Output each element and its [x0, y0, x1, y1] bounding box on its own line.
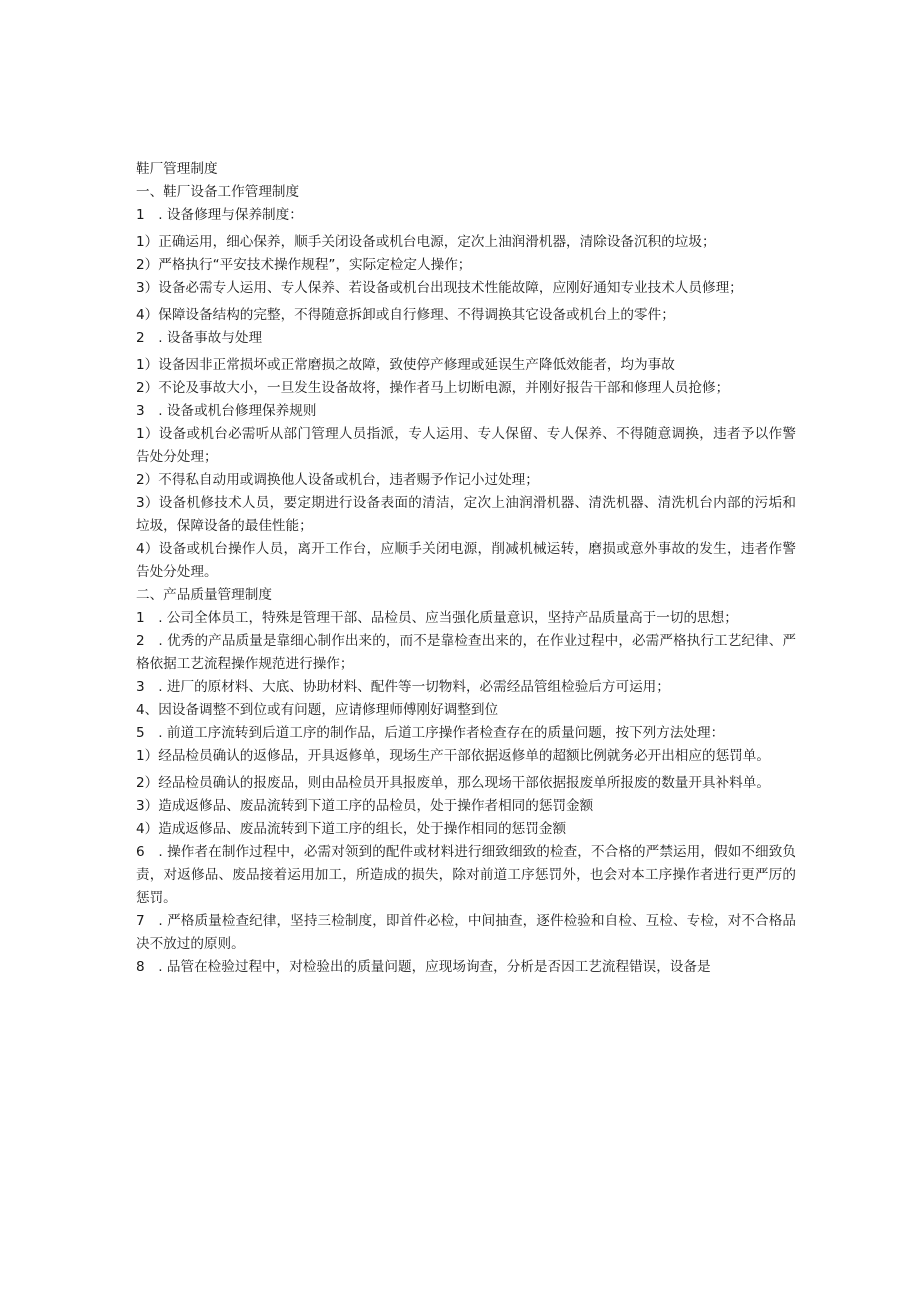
list-item: 5 . 前道工序流转到后道工序的制作品，后道工序操作者检查存在的质量问题，按下列方法处理：: [136, 725, 725, 741]
list-item: 2）经品检员确认的报废品，则由品检员开具报废单，那么现场干部依据报废单所报废的数量开具补料单。: [136, 775, 770, 791]
list-item: 7 . 严格质量检查纪律，坚持三检制度，即首件必检，中间抽查，逐件检验和自检、互检、专检，对不合格品决不放过的原则。: [136, 913, 796, 952]
subsection-heading: 2 . 设备事故与处理: [136, 330, 263, 346]
list-item: 4）保障设备结构的完整，不得随意拆卸或自行修理、不得调换其它设备或机台上的零件；: [136, 307, 675, 323]
list-item: 1 . 公司全体员工，特殊是管理干部、品检员、应当强化质量意识，坚持产品质量高于一切的思想；: [136, 610, 738, 626]
list-item: 4、因设备调整不到位或有问题，应请修理师傅刚好调整到位: [136, 702, 499, 718]
list-item: 1）设备因非正常损坏或正常磨损之故障，致使停产修理或延误生产降低效能者，均为事故: [136, 357, 675, 373]
list-item: 1）正确运用，细心保养，顺手关闭设备或机台电源，定次上油润滑机器，清除设备沉积的垃圾；: [136, 234, 716, 250]
list-item: 2）不论及事故大小，一旦发生设备故将，操作者马上切断电源，并刚好报告干部和修理人员抢修；: [136, 380, 730, 396]
list-item: 3）设备机修技术人员，要定期进行设备表面的清洁，定次上油润滑机器、清洗机器、清洗机台内部的污垢和垃圾，保障设备的最佳性能；: [136, 495, 796, 534]
subsection-heading: 1 . 设备修理与保养制度：: [136, 207, 303, 223]
list-item: 3）造成返修品、废品流转到下道工序的品检员，处于操作者相同的惩罚金额: [136, 798, 594, 814]
list-item: 2）不得私自动用或调换他人设备或机台，违者赐予作记小过处理；: [136, 472, 539, 488]
list-item: 4）设备或机台操作人员，离开工作台，应顺手关闭电源，削减机械运转，磨损或意外事故的发生，违者作警告处分处理。: [136, 541, 796, 580]
section-heading-equipment: 一、鞋厂设备工作管理制度: [136, 184, 300, 200]
list-item: 4）造成返修品、废品流转到下道工序的组长，处于操作相同的惩罚金额: [136, 821, 567, 837]
list-item: 3）设备必需专人运用、专人保养、若设备或机台出现技术性能故障，应刚好通知专业技术人员修理；: [136, 280, 743, 296]
list-item: 1）设备或机台必需听从部门管理人员指派，专人运用、专人保留、专人保养、不得随意调换，违者予以作警告处分处理；: [136, 426, 796, 465]
section-heading-quality: 二、产品质量管理制度: [136, 587, 272, 603]
list-item: 8 . 品管在检验过程中，对检验出的质量问题，应现场询查，分析是否因工艺流程错误，设备是: [136, 959, 711, 975]
subsection-heading: 3 . 设备或机台修理保养规则: [136, 403, 317, 419]
list-item: 1）经品检员确认的返修品，开具返修单，现场生产干部依据返修单的超额比例就务必开出相应的惩罚单。: [136, 748, 770, 764]
list-item: 2 . 优秀的产品质量是靠细心制作出来的，而不是靠检查出来的，在作业过程中，必需严格执行工艺纪律、严格依据工艺流程操作规范进行操作；: [136, 633, 796, 672]
document-title: 鞋厂管理制度: [136, 161, 218, 177]
list-item: 6 . 操作者在制作过程中，必需对领到的配件或材料进行细致细致的检查，不合格的严禁运用，假如不细致负责，对返修品、废品接着运用加工，所造成的损失，除对前道工序惩罚外，也会对本工序操作者进行更严厉的惩罚。: [136, 844, 796, 906]
list-item: 2）严格执行“平安技术操作规程”，实际定检定人操作；: [136, 257, 472, 273]
list-item: 3 . 进厂的原材料、大底、协助材料、配件等一切物料，必需经品管组检验后方可运用；: [136, 679, 670, 695]
document-page: [136, 158, 796, 979]
